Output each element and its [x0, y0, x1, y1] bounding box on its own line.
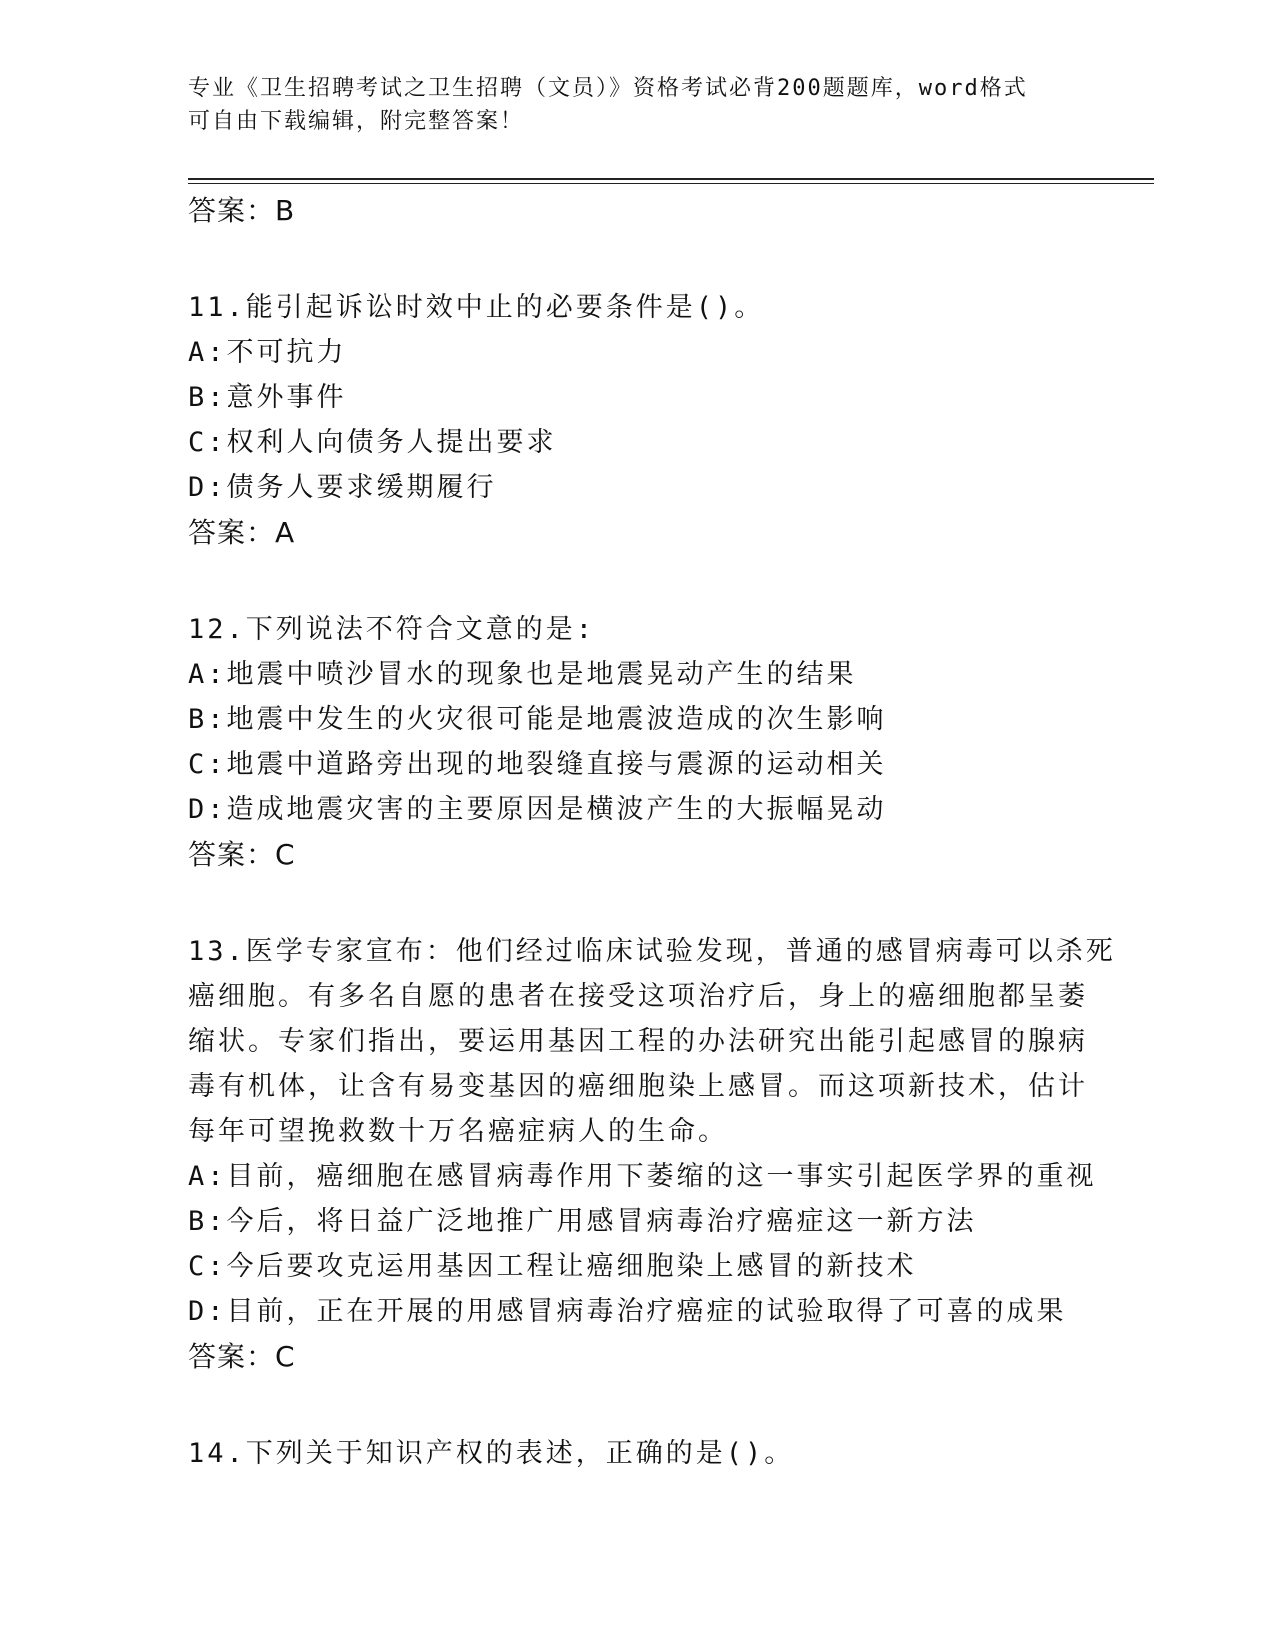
previous-answer: 答案：B [188, 194, 296, 227]
option-a: A:目前，癌细胞在感冒病毒作用下萎缩的这一事实引起医学界的重视 [188, 1161, 1097, 1192]
option-b: B:今后，将日益广泛地推广用感冒病毒治疗癌症这一新方法 [188, 1206, 977, 1237]
question-13 [188, 929, 1116, 1379]
document-header [188, 72, 1068, 138]
question-stem-line: 每年可望挽救数十万名癌症病人的生命。 [188, 1116, 728, 1147]
option-c: C:今后要攻克运用基因工程让癌细胞染上感冒的新技术 [188, 1251, 917, 1282]
question-14 [188, 1431, 1088, 1476]
question-list [188, 188, 1116, 1476]
option-c: C:地震中道路旁出现的地裂缝直接与震源的运动相关 [188, 749, 887, 780]
question-stem: 11.能引起诉讼时效中止的必要条件是()。 [188, 292, 765, 323]
header-rule-thin [188, 183, 1154, 184]
question-stem: 14.下列关于知识产权的表述，正确的是()。 [188, 1438, 795, 1469]
question-stem: 12.下列说法不符合文意的是: [188, 614, 596, 645]
question-stem-line: 缩状。专家们指出，要运用基因工程的办法研究出能引起感冒的腺病 [188, 1026, 1088, 1057]
answer: 答案：C [188, 838, 296, 871]
answer: 答案：C [188, 1340, 296, 1373]
option-d: D:债务人要求缓期履行 [188, 472, 497, 503]
option-d: D:造成地震灾害的主要原因是横波产生的大振幅晃动 [188, 794, 887, 825]
question-stem-line: 13.医学专家宣布：他们经过临床试验发现，普通的感冒病毒可以杀死 [188, 936, 1116, 967]
question-11 [188, 285, 1088, 555]
option-b: B:地震中发生的火灾很可能是地震波造成的次生影响 [188, 704, 887, 735]
question-12 [188, 607, 1088, 877]
question-stem-line: 毒有机体，让含有易变基因的癌细胞染上感冒。而这项新技术，估计 [188, 1071, 1088, 1102]
option-c: C:权利人向债务人提出要求 [188, 427, 557, 458]
question-stem-line: 癌细胞。有多名自愿的患者在接受这项治疗后，身上的癌细胞都呈萎 [188, 981, 1088, 1012]
header-line-2: 可自由下载编辑，附完整答案！ [188, 109, 525, 134]
answer: 答案：A [188, 516, 296, 549]
option-a: A:地震中喷沙冒水的现象也是地震晃动产生的结果 [188, 659, 857, 690]
option-d: D:目前，正在开展的用感冒病毒治疗癌症的试验取得了可喜的成果 [188, 1296, 1067, 1327]
header-rule [188, 178, 1154, 180]
header-line-1: 专业《卫生招聘考试之卫生招聘（文员）》资格考试必背200题题库，word格式 [188, 76, 1028, 101]
option-b: B:意外事件 [188, 382, 347, 413]
option-a: A:不可抗力 [188, 337, 347, 368]
